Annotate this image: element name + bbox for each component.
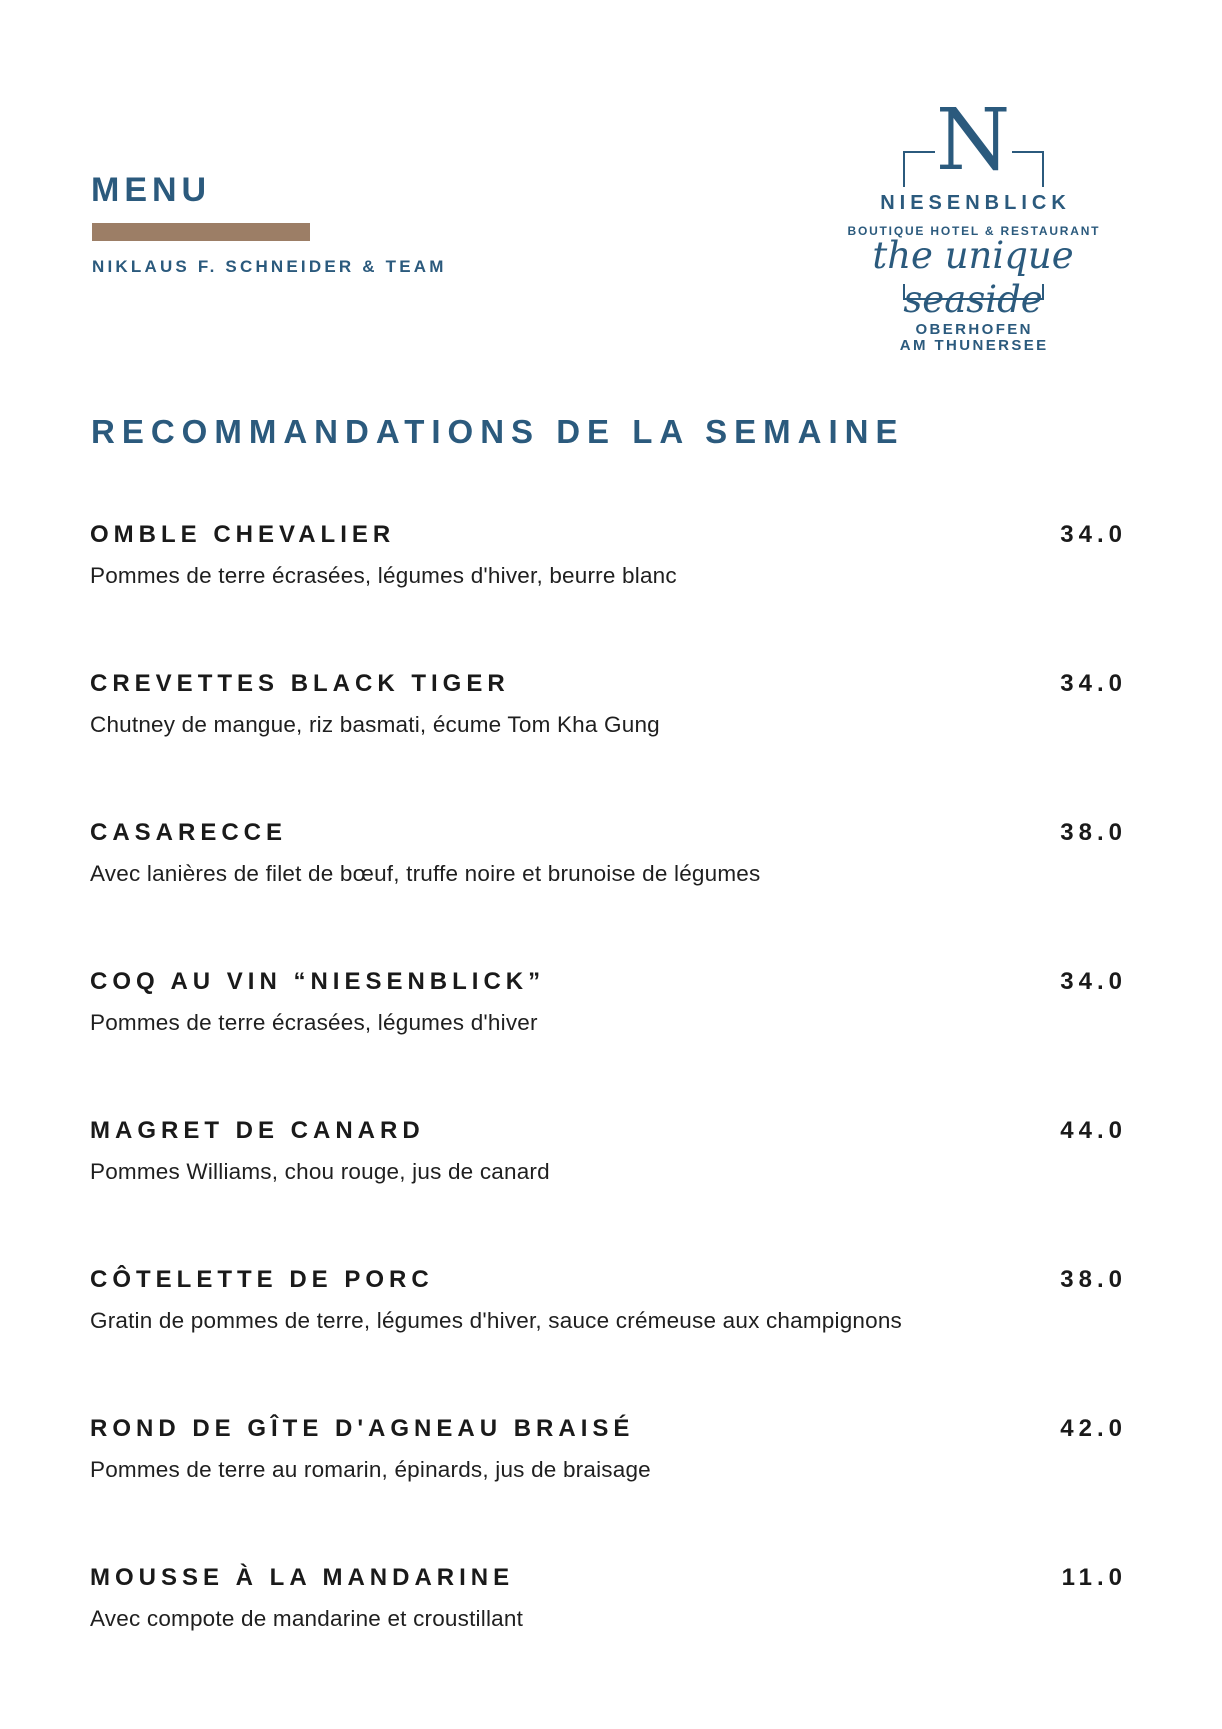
menu-item-row xyxy=(90,669,1127,698)
menu-item-name: CASARECCE xyxy=(90,819,288,846)
team-line: NIKLAUS F. SCHNEIDER & TEAM xyxy=(92,257,447,276)
menu-item xyxy=(90,520,1127,669)
menu-items-list xyxy=(90,520,1127,1712)
logo-location xyxy=(848,322,1098,354)
menu-item-description: Gratin de pommes de terre, légumes d'hiver, sauce crémeuse aux champignons xyxy=(90,1308,903,1333)
logo-subtitle: BOUTIQUE HOTEL & RESTAURANT xyxy=(847,224,1101,238)
menu-item-price: 38.0 xyxy=(1060,1266,1127,1293)
menu-item-price: 34.0 xyxy=(1060,968,1127,995)
menu-item xyxy=(90,669,1127,818)
menu-item-price: 34.0 xyxy=(1060,670,1127,697)
menu-item xyxy=(90,967,1127,1116)
menu-item-name: COQ AU VIN “NIESENBLICK” xyxy=(90,968,546,995)
accent-bar xyxy=(92,223,310,241)
logo-hotel-name: NIESENBLICK xyxy=(880,192,1071,214)
logo-bracket-bottom xyxy=(903,284,1044,300)
menu-item-price: 44.0 xyxy=(1060,1117,1127,1144)
menu-item-name: MAGRET DE CANARD xyxy=(90,1117,425,1144)
menu-item-price: 42.0 xyxy=(1060,1415,1127,1442)
logo-tagline: the unique seaside xyxy=(872,234,1074,322)
menu-item xyxy=(90,1414,1127,1563)
section-title: RECOMMANDATIONS DE LA SEMAINE xyxy=(91,413,905,450)
logo-monogram: N xyxy=(935,91,1011,190)
menu-item-name: OMBLE CHEVALIER xyxy=(90,521,396,548)
menu-item-description: Pommes de terre écrasées, légumes d'hiver, beurre blanc xyxy=(90,563,677,588)
logo-bracket-top-right xyxy=(1012,151,1044,187)
logo-bracket-top-left xyxy=(903,151,935,187)
menu-item-description: Pommes de terre écrasées, légumes d'hiver xyxy=(90,1010,538,1035)
menu-item-price: 11.0 xyxy=(1061,1564,1127,1591)
logo-location-line1: OBERHOFEN xyxy=(915,321,1033,338)
menu-item-description: Avec compote de mandarine et croustillant xyxy=(90,1606,524,1631)
menu-item-row xyxy=(90,818,1127,847)
menu-item-row xyxy=(90,1414,1127,1443)
menu-item-description: Avec lanières de filet de bœuf, truffe noire et brunoise de légumes xyxy=(90,861,761,886)
menu-item-name: MOUSSE À LA MANDARINE xyxy=(90,1564,515,1591)
menu-item-row xyxy=(90,1116,1127,1145)
menu-title: MENU xyxy=(91,171,212,209)
menu-item-row xyxy=(90,1563,1127,1592)
menu-item-price: 38.0 xyxy=(1060,819,1127,846)
menu-item xyxy=(90,818,1127,967)
logo-location-line2: AM THUNERSEE xyxy=(899,337,1049,354)
menu-item-name: CÔTELETTE DE PORC xyxy=(90,1266,434,1293)
menu-item-description: Pommes de terre au romarin, épinards, jus de braisage xyxy=(90,1457,651,1482)
menu-item-name: CREVETTES BLACK TIGER xyxy=(90,670,510,697)
menu-item-row xyxy=(90,967,1127,996)
menu-item-row xyxy=(90,1265,1127,1294)
menu-item xyxy=(90,1265,1127,1414)
menu-item-description: Chutney de mangue, riz basmati, écume Tom Kha Gung xyxy=(90,712,660,737)
menu-item-row xyxy=(90,520,1127,549)
menu-item xyxy=(90,1563,1127,1712)
menu-item xyxy=(90,1116,1127,1265)
menu-item-description: Pommes Williams, chou rouge, jus de canard xyxy=(90,1159,550,1184)
hotel-logo xyxy=(820,88,1126,368)
menu-item-price: 34.0 xyxy=(1060,521,1127,548)
menu-item-name: ROND DE GÎTE D'AGNEAU BRAISÉ xyxy=(90,1415,635,1442)
